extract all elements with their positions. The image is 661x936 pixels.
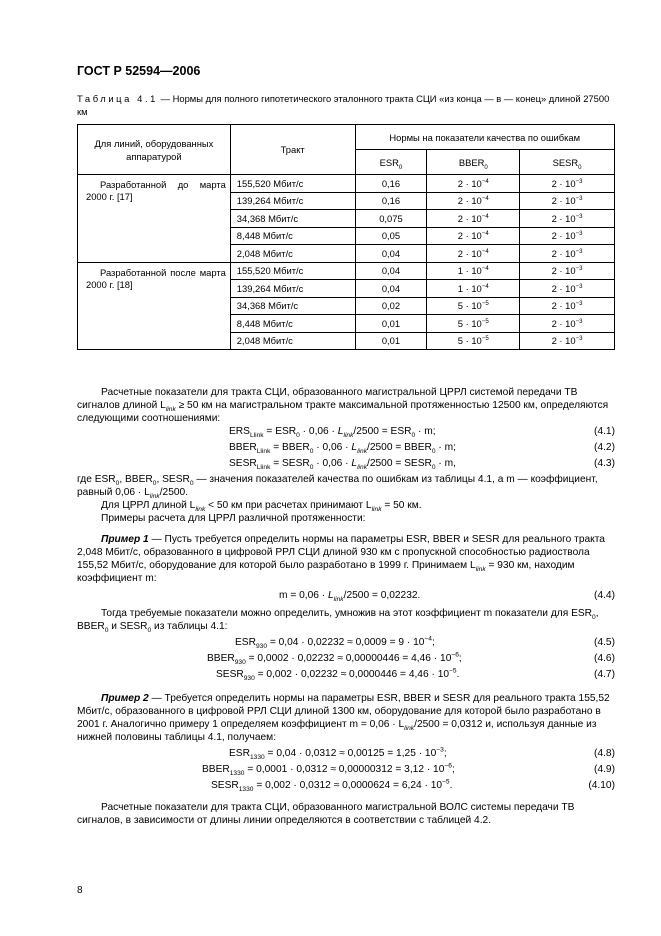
cell-esr: 0,01 <box>355 315 427 333</box>
cell-path: 155,520 Мбит/с <box>230 175 355 193</box>
equation-4-10: $SESR_{1330} = 0,002 \cdot 0,0312 \approx 0,0000624 = 6,24 \cdot 10^{-5}$. (4.10) <box>211 778 615 794</box>
paragraph-example-1: Пример 1 — Пусть требуется определить нормы на параметры ESR, BBER и SESR для реального тракта 2,048 Мбит/с, образованного в цифровой РРЛ СЦИ длиной 930 км с пропускной способностью радиоствола 155,52 Мбит/с, оборудование для которой было разработано в 1999 г. Принимаем $L_{link} = 930$ км, находим коэффициент m: <box>77 534 605 584</box>
document-header: ГОСТ Р 52594—2006 <box>77 64 201 78</box>
paragraph-where: где $ESR_0$, $BBER_0$, $SESR_0$ — значения показателей качества по ошибкам из таблицы 4.1, а m — коэффициент, равный $0,06 \cdot L_{link}/2500$. <box>77 474 598 501</box>
cell-path: 155,520 Мбит/с <box>230 262 355 280</box>
cell-esr: 0,04 <box>355 280 427 298</box>
equation-4-4: $m = 0,06 \cdot L_{link}/2500 = 0,02232$. (4.4) <box>279 590 615 604</box>
table-header-row <box>78 125 615 150</box>
cell-sesr: $2 \cdot 10^{-3}$ <box>520 175 615 193</box>
cell-sesr: $2 \cdot 10^{-3}$ <box>520 332 615 350</box>
equation-4-6: $BBER_{930} = 0,0002 \cdot 0,02232 \approx 0,00000446 = 4,46 \cdot 10^{-6}$; (4.6) <box>207 651 615 667</box>
cell-esr: 0,01 <box>355 332 427 350</box>
paragraph-intro: Расчетные показатели для тракта СЦИ, образованного магистральной ЦРРЛ системой передачи ТВ сигналов длиной $L_{link} \ge 50$ км на магистральном тракте максимальной протяженностью 12500 км, определяются следующими соотношениями: <box>77 387 609 424</box>
cell-esr: 0,075 <box>355 210 427 228</box>
cell-bber: $1 \cdot 10^{-4}$ <box>427 280 520 298</box>
table-body <box>78 175 615 350</box>
equation-4-8: $ESR_{1330} = 0,04 \cdot 0,0312 \approx 0,00125 = 1,25 \cdot 10^{-3}$; (4.8) <box>229 746 615 762</box>
cell-path: 2,048 Мбит/с <box>230 245 355 263</box>
cell-sesr: $2 \cdot 10^{-3}$ <box>520 262 615 280</box>
header-line: Для линий, оборудованных аппаратурой <box>78 125 231 175</box>
cell-bber: $1 \cdot 10^{-4}$ <box>427 262 520 280</box>
header-bber: $BBER_0$ <box>427 150 520 175</box>
group-label: Разработанной до марта 2000 г. [17] <box>78 175 231 263</box>
cell-esr: 0,04 <box>355 262 427 280</box>
page-number: 8 <box>77 885 83 896</box>
cell-esr: 0,16 <box>355 175 427 193</box>
equation-4-5: $ESR_{930} = 0,04 \cdot 0,02232 \approx 0,0009 = 9 \cdot 10^{-4}$; (4.5) <box>235 635 615 651</box>
table-caption-text: — Нормы для полного гипотетического эталонного тракта СЦИ «из конца — в — конец» длиной 27500 км <box>77 93 610 117</box>
cell-path: 34,368 Мбит/с <box>230 297 355 315</box>
cell-sesr: $2 \cdot 10^{-3}$ <box>520 227 615 245</box>
cell-sesr: $2 \cdot 10^{-3}$ <box>520 192 615 210</box>
cell-path: 139,264 Мбит/с <box>230 280 355 298</box>
cell-sesr: $2 \cdot 10^{-3}$ <box>520 315 615 333</box>
cell-bber: $2 \cdot 10^{-4}$ <box>427 175 520 193</box>
table-caption <box>77 92 615 118</box>
group-label: Разработанной после марта 2000 г. [18] <box>78 262 231 350</box>
paragraph-example-2: Пример 2 — Требуется определить нормы на параметры ESR, BBER и SESR для реального тракта 155,52 Мбит/с, образованного в цифровой РРЛ СЦИ длиной 1300 км, оборудование для которой было разработано в 2001 г. Аналогично примеру 1 определяем коэффициент $m = 0,06 \cdot L_{link}/2500 = 0,0312$ и, используя данные из нижней половины таблицы 4.1, получаем: <box>77 693 610 743</box>
cell-path: 2,048 Мбит/с <box>230 332 355 350</box>
equation-4-1: $ERS_{Llink} = ESR_0 \cdot 0,06 \cdot L_{link}/2500 = ESR_0 \cdot m$; (4.1) <box>229 426 615 440</box>
equation-4-3: $SESR_{Llink}$ = $SESR_0 \cdot 0,06 \cdot L_{link}/2500$ = $SESR_0 \cdot m$, (4.3) <box>229 458 615 472</box>
header-path: Тракт <box>230 125 355 175</box>
table-row <box>78 262 615 280</box>
cell-path: 139,264 Мбит/с <box>230 192 355 210</box>
cell-sesr: $2 \cdot 10^{-3}$ <box>520 210 615 228</box>
cell-sesr: $2 \cdot 10^{-3}$ <box>520 297 615 315</box>
cell-bber: $2 \cdot 10^{-4}$ <box>427 192 520 210</box>
table-caption-label: Таблица 4.1 <box>77 93 158 104</box>
header-esr: $ESR_0$ <box>355 150 427 175</box>
header-norms: Нормы на показатели качества по ошибкам <box>355 125 614 150</box>
cell-path: 8,448 Мбит/с <box>230 315 355 333</box>
equation-4-9: $BBER_{1330} = 0,0001 \cdot 0,0312 \approx 0,00000312 = 3,12 \cdot 10^{-6}$; (4.9) <box>202 762 615 778</box>
cell-bber: $2 \cdot 10^{-4}$ <box>427 227 520 245</box>
table-row <box>78 175 615 193</box>
cell-bber: $5 \cdot 10^{-5}$ <box>427 297 520 315</box>
header-sesr: $SESR_0$ <box>520 150 615 175</box>
body-text <box>77 386 615 827</box>
cell-bber: $2 \cdot 10^{-4}$ <box>427 245 520 263</box>
paragraph-final: Расчетные показатели для тракта СЦИ, образованного магистральной ВОЛС системы передачи ТВ сигналов, в зависимости от длины линии определяются в соответствии с таблицей 4.2. <box>77 802 575 826</box>
cell-path: 34,368 Мбит/с <box>230 210 355 228</box>
cell-esr: 0,02 <box>355 297 427 315</box>
cell-bber: $2 \cdot 10^{-4}$ <box>427 210 520 228</box>
cell-bber: $5 \cdot 10^{-5}$ <box>427 332 520 350</box>
cell-esr: 0,04 <box>355 245 427 263</box>
cell-esr: 0,05 <box>355 227 427 245</box>
cell-bber: $5 \cdot 10^{-5}$ <box>427 315 520 333</box>
paragraph-rule: Для ЦРРЛ длиной $L_{link} < 50$ км при расчетах принимают $L_{link} = 50$ км. <box>101 500 422 514</box>
cell-path: 8,448 Мбит/с <box>230 227 355 245</box>
norms-table <box>77 124 615 350</box>
paragraph-then: Тогда требуемые показатели можно определить, умножив на этот коэффициент m показатели для $ESR_0$, $BBER_0$ и $SESR_0$ из таблицы 4.1: <box>77 608 599 635</box>
paragraph-examples: Примеры расчета для ЦРРЛ различной протяженности: <box>101 513 366 524</box>
equation-4-7: $SESR_{930} = 0,002 \cdot 0,02232 \approx 0,0000446 = 4,46 \cdot 10^{-5}$. (4.7) <box>216 667 615 683</box>
cell-sesr: $2 \cdot 10^{-3}$ <box>520 280 615 298</box>
cell-esr: 0,16 <box>355 192 427 210</box>
cell-sesr: $2 \cdot 10^{-3}$ <box>520 245 615 263</box>
equation-4-2: $BBER_{Llink}$ = $BBER_0 \cdot 0,06 \cdot L_{link}/2500$ = $BBER_0 \cdot m$; (4.2) <box>229 442 615 456</box>
